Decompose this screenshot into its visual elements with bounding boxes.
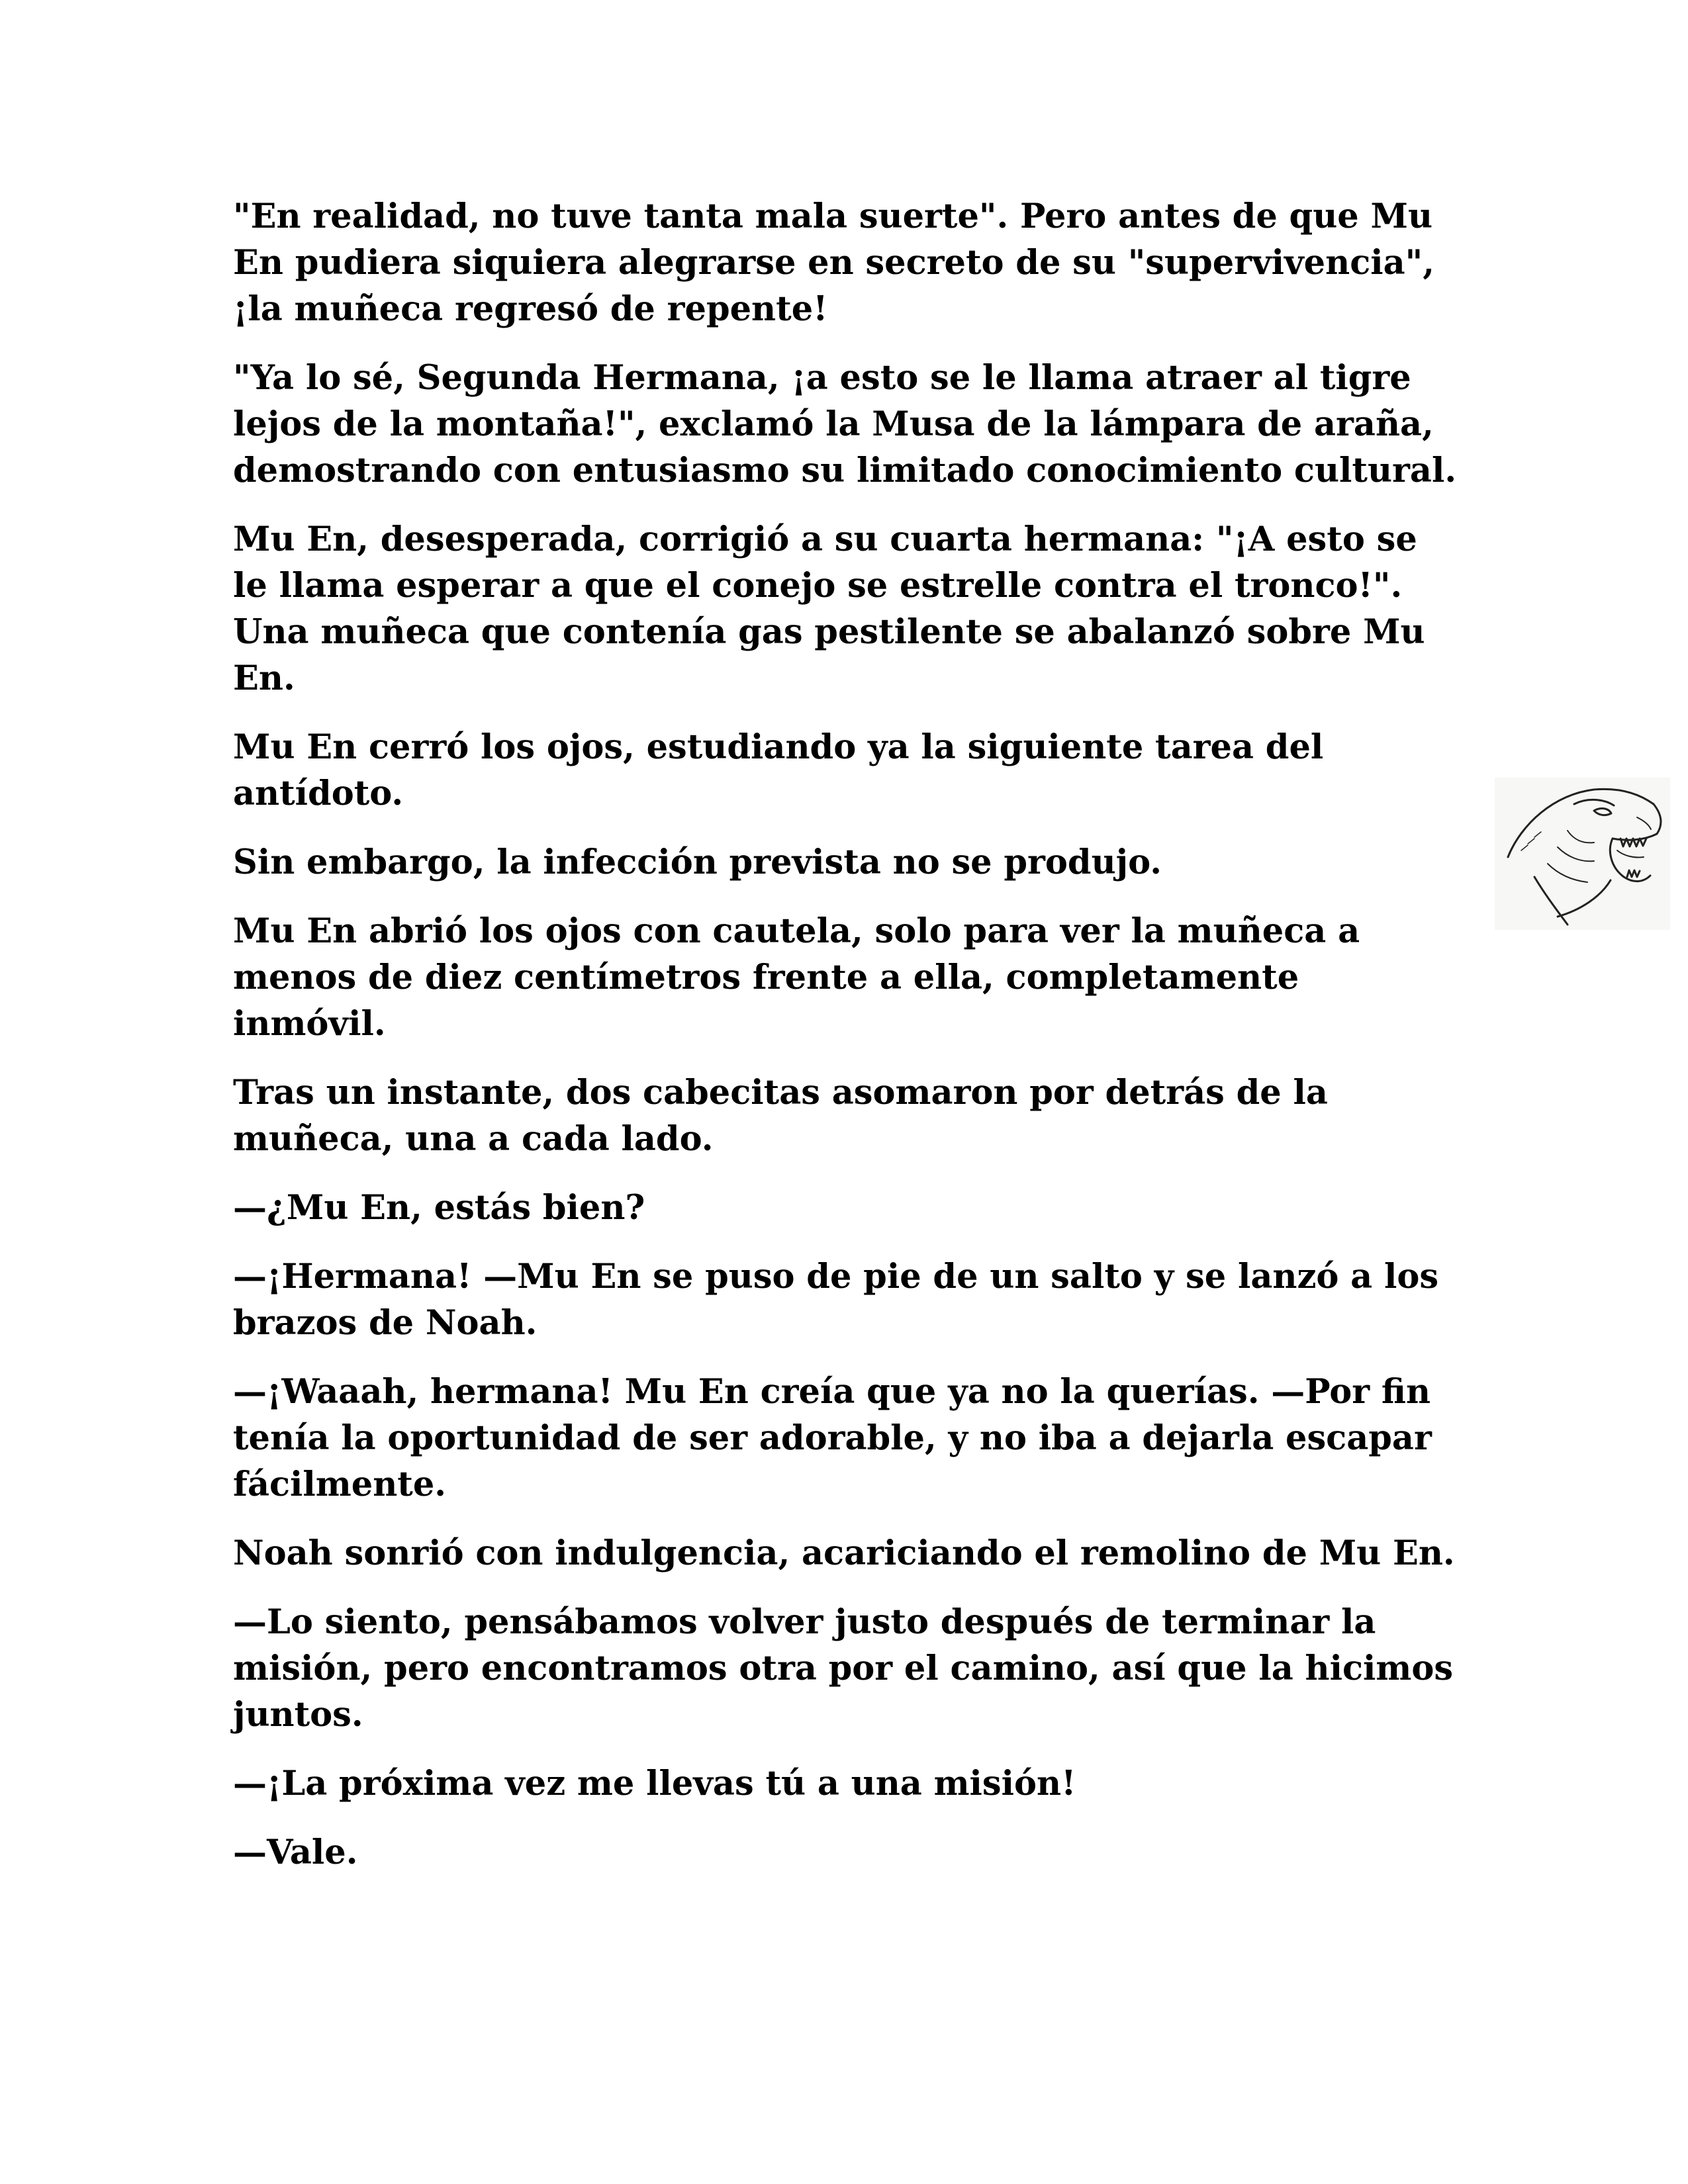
paragraph: —¡La próxima vez me llevas tú a una misión! bbox=[233, 1764, 1076, 1803]
paragraph: —¡Waaah, hermana! Mu En creía que ya no la querías. —Por fin tenía la oportunidad de ser adorable, y no iba a dejarla escapar fácilmente. bbox=[233, 1372, 1432, 1504]
paragraph: —Vale. bbox=[233, 1833, 358, 1872]
paragraph: —Lo siento, pensábamos volver justo después de terminar la misión, pero encontramos otra por el camino, así que la hicimos juntos. bbox=[233, 1602, 1454, 1735]
paragraph: Mu En cerró los ojos, estudiando ya la siguiente tarea del antídoto. bbox=[233, 727, 1324, 813]
paragraph: "En realidad, no tuve tanta mala suerte". Pero antes de que Mu En pudiera siquiera alegrarse en secreto de su "supervivencia", ¡la muñeca regresó de repente! bbox=[233, 197, 1435, 329]
paragraph: Sin embargo, la infección prevista no se produjo. bbox=[233, 842, 1162, 882]
paragraph: —¿Mu En, estás bien? bbox=[233, 1188, 645, 1228]
paragraph: Mu En abrió los ojos con cautela, solo para ver la muñeca a menos de diez centímetros frente a ella, completamente inmóvil. bbox=[233, 911, 1360, 1044]
body-text bbox=[233, 193, 1459, 1898]
paragraph: —¡Hermana! —Mu En se puso de pie de un salto y se lanzó a los brazos de Noah. bbox=[233, 1257, 1439, 1343]
paragraph: Noah sonrió con indulgencia, acariciando el remolino de Mu En. bbox=[233, 1533, 1455, 1573]
paragraph: "Ya lo sé, Segunda Hermana, ¡a esto se le llama atraer al tigre lejos de la montaña!", exclamó la Musa de la lámpara de araña, demostrando con entusiasmo su limitado conocimiento cultural. bbox=[233, 358, 1457, 490]
paragraph: Tras un instante, dos cabecitas asomaron por detrás de la muñeca, una a cada lado. bbox=[233, 1073, 1328, 1159]
paragraph: Mu En, desesperada, corrigió a su cuarta hermana: "¡A esto se le llama esperar a que el conejo se estrelle contra el tronco!". Una muñeca que contenía gas pestilente se abalanzó sobre Mu En. bbox=[233, 520, 1425, 698]
dinosaur-head-sketch-icon bbox=[1495, 778, 1670, 930]
